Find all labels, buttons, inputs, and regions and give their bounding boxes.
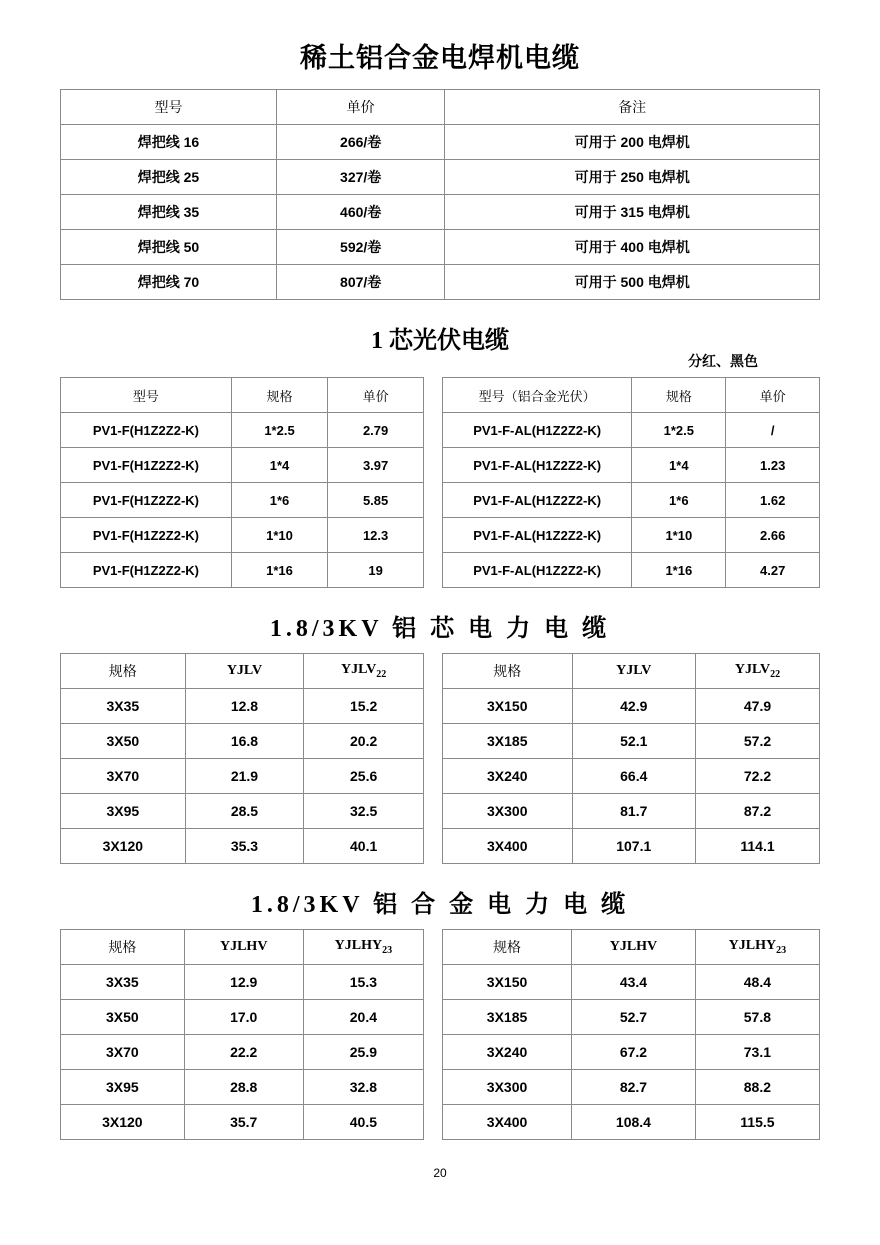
cell-yjlv: 52.1 xyxy=(572,724,696,759)
cell-spec: 1*6 xyxy=(231,483,327,518)
cell-remark: 可用于 315 电焊机 xyxy=(445,195,820,230)
cell-price: 460/卷 xyxy=(276,195,444,230)
table-row xyxy=(61,553,424,588)
column-header-spec: 规格 xyxy=(443,930,572,965)
cell-model: PV1-F-AL(H1Z2Z2-K) xyxy=(443,413,632,448)
table-header-row xyxy=(443,654,820,689)
column-header-model-alloy: 型号（铝合金光伏） xyxy=(443,378,632,413)
cell-model: 焊把线 16 xyxy=(61,125,277,160)
cell-model: 焊把线 25 xyxy=(61,160,277,195)
alu-core-left-wrap xyxy=(60,653,424,864)
cell-yjlhy23: 88.2 xyxy=(695,1070,819,1105)
cell-model: 焊把线 50 xyxy=(61,230,277,265)
column-header-price: 单价 xyxy=(328,378,424,413)
cell-yjlv: 42.9 xyxy=(572,689,696,724)
pv-table-aluminum xyxy=(442,377,820,588)
table-row xyxy=(443,794,820,829)
column-header-yjlhy23: $YJLHY_{23}$ xyxy=(303,930,423,965)
cell-spec: 3X70 xyxy=(61,1035,185,1070)
table-row xyxy=(443,1105,820,1140)
cell-yjlv: 66.4 xyxy=(572,759,696,794)
cell-yjlhy23: 20.4 xyxy=(303,1000,423,1035)
cell-price: 2.66 xyxy=(726,518,820,553)
pv-tables xyxy=(60,377,820,588)
cell-model: 焊把线 35 xyxy=(61,195,277,230)
cell-spec: 3X35 xyxy=(61,965,185,1000)
cell-yjlhy23: 115.5 xyxy=(695,1105,819,1140)
table-row xyxy=(443,1000,820,1035)
pv-table-right-wrap xyxy=(442,377,820,588)
cell-price: 1.62 xyxy=(726,483,820,518)
table-row xyxy=(61,265,820,300)
column-header-yjlv22: $YJLV_{22}$ xyxy=(304,654,424,689)
cell-yjlv: 35.3 xyxy=(185,829,304,864)
cell-yjlv: 12.8 xyxy=(185,689,304,724)
cell-price: 592/卷 xyxy=(276,230,444,265)
cell-yjlv22: 87.2 xyxy=(696,794,820,829)
table-row xyxy=(443,829,820,864)
cell-model: PV1-F(H1Z2Z2-K) xyxy=(61,518,232,553)
table-row xyxy=(443,483,820,518)
cell-price: 5.85 xyxy=(328,483,424,518)
cell-model: PV1-F(H1Z2Z2-K) xyxy=(61,448,232,483)
cell-yjlv22: 20.2 xyxy=(304,724,424,759)
section-title-alu-core: 1.8/3KV 铝 芯 电 力 电 缆 xyxy=(269,616,611,642)
cell-spec: 1*10 xyxy=(632,518,726,553)
column-header-price: 单价 xyxy=(276,90,444,125)
cell-price: 2.79 xyxy=(328,413,424,448)
table-row xyxy=(443,1070,820,1105)
table-row xyxy=(61,759,424,794)
cell-spec: 1*4 xyxy=(632,448,726,483)
cell-model: PV1-F-AL(H1Z2Z2-K) xyxy=(443,483,632,518)
cell-spec: 1*2.5 xyxy=(231,413,327,448)
cell-remark: 可用于 400 电焊机 xyxy=(445,230,820,265)
cell-yjlhy23: 73.1 xyxy=(695,1035,819,1070)
column-header-spec: 规格 xyxy=(443,654,573,689)
cell-yjlhy23: 32.8 xyxy=(303,1070,423,1105)
cell-price: 266/卷 xyxy=(276,125,444,160)
cell-yjlv: 81.7 xyxy=(572,794,696,829)
cell-yjlv: 28.5 xyxy=(185,794,304,829)
cell-spec: 1*16 xyxy=(231,553,327,588)
table-row xyxy=(443,553,820,588)
table-row xyxy=(61,448,424,483)
cell-price: 1.23 xyxy=(726,448,820,483)
cell-model: PV1-F-AL(H1Z2Z2-K) xyxy=(443,518,632,553)
cell-spec: 1*4 xyxy=(231,448,327,483)
cell-spec: 3X95 xyxy=(61,1070,185,1105)
alu-core-table-small xyxy=(60,653,424,864)
cell-yjlv22: 72.2 xyxy=(696,759,820,794)
table-row xyxy=(61,230,820,265)
cell-yjlhy23: 25.9 xyxy=(303,1035,423,1070)
column-header-spec: 规格 xyxy=(61,930,185,965)
cell-spec: 3X50 xyxy=(61,724,186,759)
column-header-price: 单价 xyxy=(726,378,820,413)
cell-price: 12.3 xyxy=(328,518,424,553)
cell-spec: 3X150 xyxy=(443,689,573,724)
cell-price: 327/卷 xyxy=(276,160,444,195)
pv-table-left-wrap xyxy=(60,377,424,588)
cell-yjlv: 21.9 xyxy=(185,759,304,794)
column-header-remark: 备注 xyxy=(445,90,820,125)
alu-alloy-right-wrap xyxy=(442,929,820,1140)
cell-spec: 3X120 xyxy=(61,829,186,864)
cell-yjlhv: 22.2 xyxy=(184,1035,303,1070)
cell-spec: 3X95 xyxy=(61,794,186,829)
page-number: 20 xyxy=(433,1166,447,1180)
table-header-row xyxy=(61,930,424,965)
cell-spec: 1*16 xyxy=(632,553,726,588)
alu-core-right-wrap xyxy=(442,653,820,864)
table-row xyxy=(443,724,820,759)
cell-model: PV1-F-AL(H1Z2Z2-K) xyxy=(443,448,632,483)
table-row xyxy=(61,724,424,759)
cell-spec: 3X50 xyxy=(61,1000,185,1035)
cell-spec: 3X400 xyxy=(443,1105,572,1140)
table-row xyxy=(61,1000,424,1035)
cell-spec: 3X120 xyxy=(61,1105,185,1140)
column-header-yjlhy23: $YJLHY_{23}$ xyxy=(695,930,819,965)
cell-model: PV1-F(H1Z2Z2-K) xyxy=(61,413,232,448)
cell-spec: 3X240 xyxy=(443,759,573,794)
alu-alloy-tables xyxy=(60,929,820,1140)
cell-spec: 3X300 xyxy=(443,1070,572,1105)
table-row xyxy=(443,413,820,448)
cell-yjlhy23: 57.8 xyxy=(695,1000,819,1035)
column-header-yjlhv: YJLHV xyxy=(572,930,696,965)
table-header-row xyxy=(61,654,424,689)
cell-price: 3.97 xyxy=(328,448,424,483)
cell-yjlhv: 17.0 xyxy=(184,1000,303,1035)
table-row xyxy=(61,518,424,553)
cell-yjlv22: 47.9 xyxy=(696,689,820,724)
table-row xyxy=(443,689,820,724)
cell-yjlhv: 52.7 xyxy=(572,1000,696,1035)
table-row xyxy=(61,125,820,160)
cell-yjlhv: 67.2 xyxy=(572,1035,696,1070)
cell-remark: 可用于 500 电焊机 xyxy=(445,265,820,300)
section-title-pv: 1 芯光伏电缆 xyxy=(371,328,509,354)
cell-yjlv22: 32.5 xyxy=(304,794,424,829)
cell-spec: 1*2.5 xyxy=(632,413,726,448)
cell-yjlv22: 40.1 xyxy=(304,829,424,864)
cell-spec: 3X150 xyxy=(443,965,572,1000)
welder-cable-table xyxy=(60,89,820,300)
cell-price: 19 xyxy=(328,553,424,588)
table-header-row xyxy=(443,378,820,413)
column-header-yjlv: YJLV xyxy=(572,654,696,689)
table-row xyxy=(61,794,424,829)
cell-model: PV1-F-AL(H1Z2Z2-K) xyxy=(443,553,632,588)
column-header-spec: 规格 xyxy=(632,378,726,413)
column-header-spec: 规格 xyxy=(61,654,186,689)
cell-price: 4.27 xyxy=(726,553,820,588)
cell-yjlhy23: 48.4 xyxy=(695,965,819,1000)
cell-spec: 3X185 xyxy=(443,724,573,759)
table-row xyxy=(443,518,820,553)
cell-price: / xyxy=(726,413,820,448)
column-header-model: 型号 xyxy=(61,90,277,125)
cell-model: PV1-F(H1Z2Z2-K) xyxy=(61,483,232,518)
cell-remark: 可用于 250 电焊机 xyxy=(445,160,820,195)
table-row xyxy=(61,1070,424,1105)
cell-spec: 3X185 xyxy=(443,1000,572,1035)
cell-spec: 1*10 xyxy=(231,518,327,553)
table-row xyxy=(61,483,424,518)
table-row xyxy=(443,759,820,794)
section-title-alu-alloy: 1.8/3KV 铝 合 金 电 力 电 缆 xyxy=(250,892,630,918)
pv-color-note: 分红、黑色 xyxy=(688,353,758,369)
table-row xyxy=(61,160,820,195)
cell-spec: 3X240 xyxy=(443,1035,572,1070)
cell-yjlhy23: 15.3 xyxy=(303,965,423,1000)
cell-spec: 3X70 xyxy=(61,759,186,794)
cell-spec: 3X35 xyxy=(61,689,186,724)
table-header-row xyxy=(443,930,820,965)
cell-yjlhy23: 40.5 xyxy=(303,1105,423,1140)
table-row xyxy=(61,1035,424,1070)
cell-yjlv22: 15.2 xyxy=(304,689,424,724)
cell-spec: 3X300 xyxy=(443,794,573,829)
page-title: 稀土铝合金电焊机电缆 xyxy=(300,43,580,73)
alu-alloy-table-small xyxy=(60,929,424,1140)
column-header-yjlhv: YJLHV xyxy=(184,930,303,965)
cell-spec: 1*6 xyxy=(632,483,726,518)
alu-core-table-large xyxy=(442,653,820,864)
cell-yjlhv: 82.7 xyxy=(572,1070,696,1105)
cell-spec: 3X400 xyxy=(443,829,573,864)
table-header-row xyxy=(61,90,820,125)
column-header-yjlv: YJLV xyxy=(185,654,304,689)
table-row xyxy=(443,448,820,483)
pv-table-copper xyxy=(60,377,424,588)
cell-yjlv22: 114.1 xyxy=(696,829,820,864)
table-row xyxy=(443,1035,820,1070)
cell-yjlhv: 12.9 xyxy=(184,965,303,1000)
cell-price: 807/卷 xyxy=(276,265,444,300)
table-row xyxy=(61,689,424,724)
cell-yjlv: 16.8 xyxy=(185,724,304,759)
cell-yjlhv: 108.4 xyxy=(572,1105,696,1140)
column-header-yjlv22: $YJLV_{22}$ xyxy=(696,654,820,689)
cell-remark: 可用于 200 电焊机 xyxy=(445,125,820,160)
table-row xyxy=(61,1105,424,1140)
column-header-spec: 规格 xyxy=(231,378,327,413)
alu-alloy-table-large xyxy=(442,929,820,1140)
alu-alloy-left-wrap xyxy=(60,929,424,1140)
table-row xyxy=(443,965,820,1000)
alu-core-tables xyxy=(60,653,820,864)
table-header-row xyxy=(61,378,424,413)
cell-yjlhv: 35.7 xyxy=(184,1105,303,1140)
cell-yjlhv: 43.4 xyxy=(572,965,696,1000)
cell-yjlv22: 25.6 xyxy=(304,759,424,794)
cell-yjlhv: 28.8 xyxy=(184,1070,303,1105)
cell-yjlv22: 57.2 xyxy=(696,724,820,759)
column-header-model: 型号 xyxy=(61,378,232,413)
cell-yjlv: 107.1 xyxy=(572,829,696,864)
table-row xyxy=(61,829,424,864)
table-row xyxy=(61,195,820,230)
table-row xyxy=(61,413,424,448)
cell-model: PV1-F(H1Z2Z2-K) xyxy=(61,553,232,588)
cell-model: 焊把线 70 xyxy=(61,265,277,300)
table-row xyxy=(61,965,424,1000)
